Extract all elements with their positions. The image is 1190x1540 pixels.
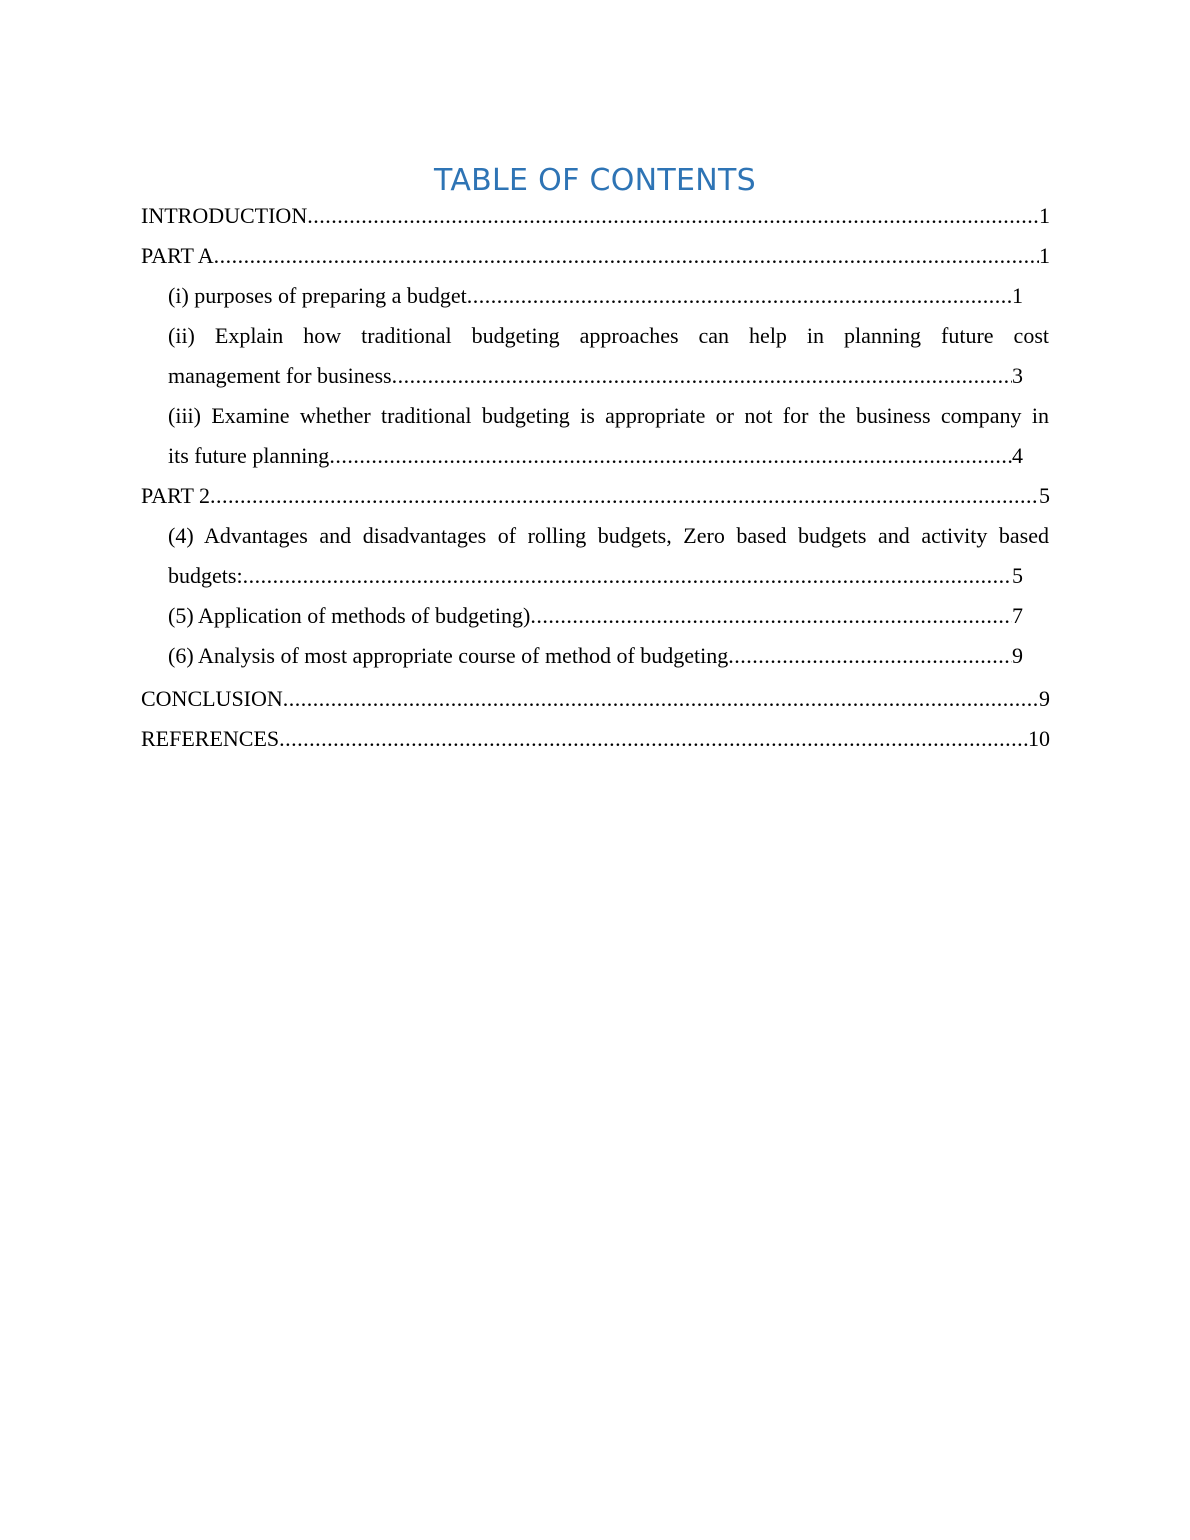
toc-page-number: 4 xyxy=(1012,443,1023,468)
toc-entry-label: PART A xyxy=(141,243,214,268)
toc-entry-label-line2: its future planning xyxy=(168,443,330,468)
toc-entry-label: INTRODUCTION xyxy=(141,203,308,228)
toc-entry-label: (i) purposes of preparing a budget xyxy=(168,283,467,308)
toc-leader-dots xyxy=(243,556,1012,596)
toc-entry-purposes-of-budget[interactable] xyxy=(168,276,1023,316)
toc-page-number: 5 xyxy=(1039,483,1050,508)
toc-page-number: 5 xyxy=(1012,563,1023,588)
toc-leader-dots xyxy=(283,679,1039,719)
toc-page-number: 1 xyxy=(1012,283,1023,308)
toc-entry-label-line2: budgets: xyxy=(168,563,243,588)
toc-leader-dots xyxy=(329,436,1012,476)
toc-page-number: 10 xyxy=(1028,726,1050,751)
toc-leader-dots xyxy=(728,636,1012,676)
toc-page-number: 1 xyxy=(1039,243,1050,268)
toc-leader-dots xyxy=(392,356,1012,396)
toc-entry-application-of-methods[interactable] xyxy=(168,596,1023,636)
toc-entry-part-2[interactable] xyxy=(141,476,1050,516)
toc-entry-label-line1: (iii) Examine whether traditional budgeting is appropriate or not for the business company in xyxy=(168,403,1049,428)
toc-leader-dots xyxy=(214,236,1039,276)
toc-entry-traditional-budgeting-approaches[interactable] xyxy=(168,316,1049,396)
toc-page-number: 9 xyxy=(1039,686,1050,711)
toc-entry-label: (6) Analysis of most appropriate course of method of budgeting xyxy=(168,643,729,668)
toc-entry-label: CONCLUSION xyxy=(141,686,283,711)
toc-leader-dots xyxy=(307,196,1039,236)
toc-page-number: 7 xyxy=(1012,603,1023,628)
toc-entry-references[interactable] xyxy=(141,719,1050,759)
toc-entry-label-line2: management for business xyxy=(168,363,392,388)
toc-leader-dots xyxy=(279,719,1028,759)
toc-leader-dots xyxy=(530,596,1012,636)
toc-entry-part-a[interactable] xyxy=(141,236,1050,276)
toc-entry-label: (5) Application of methods of budgeting) xyxy=(168,603,531,628)
toc-page-number: 1 xyxy=(1039,203,1050,228)
toc-page-number: 9 xyxy=(1012,643,1023,668)
toc-entry-conclusion[interactable] xyxy=(141,679,1050,719)
toc-entry-label: REFERENCES xyxy=(141,726,280,751)
toc-leader-dots xyxy=(210,476,1039,516)
toc-entry-label-line1: (ii) Explain how traditional budgeting approaches can help in planning future cost xyxy=(168,323,1049,348)
toc-entry-introduction[interactable] xyxy=(141,196,1050,236)
toc-entry-label: PART 2 xyxy=(141,483,210,508)
toc-entry-label-line1: (4) Advantages and disadvantages of rolling budgets, Zero based budgets and activity based xyxy=(168,523,1049,548)
toc-entry-advantages-disadvantages[interactable] xyxy=(168,516,1049,596)
toc-entry-analysis-of-method[interactable] xyxy=(168,636,1023,676)
toc-entry-traditional-budgeting-appropriate[interactable] xyxy=(168,396,1049,476)
toc-page-number: 3 xyxy=(1012,363,1023,388)
toc-leader-dots xyxy=(467,276,1012,316)
toc-title: TABLE OF CONTENTS xyxy=(434,163,756,198)
